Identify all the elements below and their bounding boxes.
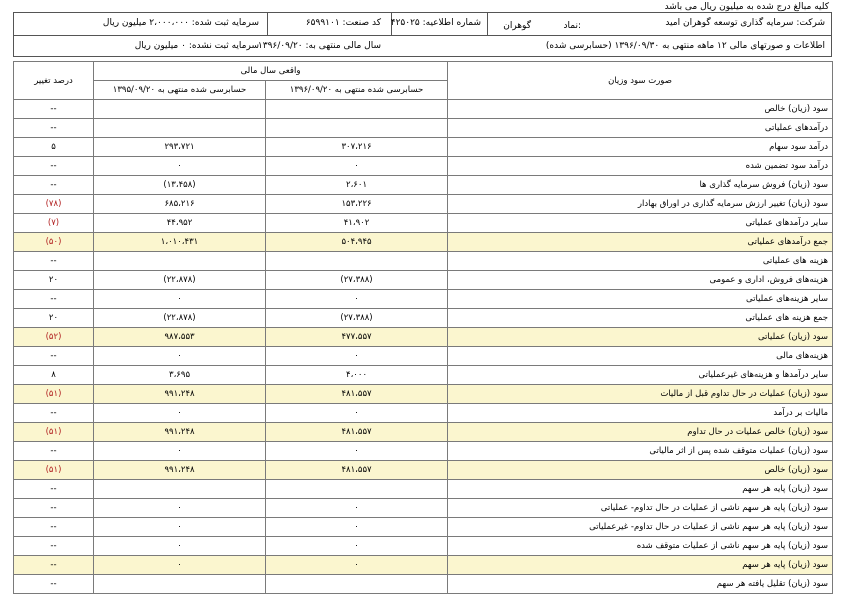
registered-capital: سرمایه ثبت شده: ۲،۰۰۰،۰۰۰ میلیون ریال [102, 18, 259, 28]
row-label: سود (زیان) پایه هر سهم ناشی از عملیات در حال تداوم- عملیاتی [448, 499, 833, 518]
row-current-value: (۲۷،۳۸۸) [266, 271, 448, 290]
report-header [13, 12, 832, 57]
row-previous-value: ۹۹۱،۲۴۸ [94, 461, 266, 480]
column-header-change: درصد تغییر [14, 62, 94, 100]
row-label: جمع درآمدهای عملیاتی [448, 233, 833, 252]
table-row [14, 119, 833, 138]
amounts-note: کلیه مبالغ درج شده به میلیون ریال می باشد [664, 2, 829, 12]
row-label: سود (زیان) تقلیل یافته هر سهم [448, 575, 833, 594]
row-change-value: (۵۱) [14, 423, 94, 442]
row-change-value: -- [14, 252, 94, 271]
column-header-description: صورت سود وزیان [448, 62, 833, 100]
row-change-value: -- [14, 119, 94, 138]
table-row [14, 138, 833, 157]
row-previous-value: ۰ [94, 404, 266, 423]
table-row [14, 271, 833, 290]
row-current-value: ۰ [266, 157, 448, 176]
row-label: سایر درآمدها و هزینه‌های غیرعملیاتی [448, 366, 833, 385]
row-previous-value [94, 100, 266, 119]
row-label: جمع هزینه های عملیاتی [448, 309, 833, 328]
table-row [14, 290, 833, 309]
table-row [14, 347, 833, 366]
income-statement-table [13, 61, 833, 594]
row-current-value: ۴۷۷،۵۵۷ [266, 328, 448, 347]
row-label: درآمد سود سهام [448, 138, 833, 157]
row-change-value: ۲۰ [14, 271, 94, 290]
row-previous-value: ۶۸۵،۲۱۶ [94, 195, 266, 214]
row-change-value: -- [14, 556, 94, 575]
row-change-value: ۵ [14, 138, 94, 157]
row-label: سود (زیان) خالص [448, 100, 833, 119]
row-label: سود (زیان) عملیاتی [448, 328, 833, 347]
row-change-value: -- [14, 157, 94, 176]
row-current-value: ۰ [266, 556, 448, 575]
row-label: سود (زیان) عملیات در حال تداوم قبل از مالیات [448, 385, 833, 404]
row-current-value: ۰ [266, 347, 448, 366]
row-current-value: ۴۱،۹۰۲ [266, 214, 448, 233]
row-previous-value [94, 119, 266, 138]
row-label: سود (زیان) تغییر ارزش سرمایه گذاری در اوراق بهادار [448, 195, 833, 214]
row-previous-value: (۲۲،۸۷۸) [94, 309, 266, 328]
table-row [14, 233, 833, 252]
row-current-value: ۰ [266, 499, 448, 518]
row-change-value: -- [14, 100, 94, 119]
table-row [14, 366, 833, 385]
column-header-group: واقعی سال مالی [94, 62, 448, 81]
row-change-value: -- [14, 404, 94, 423]
row-label: سود (زیان) خالص [448, 461, 833, 480]
row-current-value [266, 119, 448, 138]
row-previous-value: ۰ [94, 442, 266, 461]
row-label: سود (زیان) پایه هر سهم ناشی از عملیات در حال تداوم- غیرعملیاتی [448, 518, 833, 537]
row-label: سود (زیان) عملیات متوقف شده پس از اثر مالیاتی [448, 442, 833, 461]
row-current-value: ۰ [266, 404, 448, 423]
row-current-value: ۲،۶۰۱ [266, 176, 448, 195]
row-previous-value: ۹۹۱،۲۴۸ [94, 423, 266, 442]
row-change-value: -- [14, 442, 94, 461]
row-change-value: -- [14, 499, 94, 518]
column-header-previous: حسابرسی شده منتهی به ۱۳۹۵/۰۹/۲۰ [94, 81, 266, 100]
row-current-value [266, 575, 448, 594]
row-change-value: -- [14, 347, 94, 366]
table-row [14, 442, 833, 461]
row-label: درآمدهای عملیاتی [448, 119, 833, 138]
symbol-label: نماد: [563, 21, 581, 31]
row-change-value: (۵۱) [14, 385, 94, 404]
row-label: مالیات بر درآمد [448, 404, 833, 423]
row-change-value: -- [14, 176, 94, 195]
row-previous-value: (۱۳،۴۵۸) [94, 176, 266, 195]
table-row [14, 309, 833, 328]
row-previous-value: ۰ [94, 518, 266, 537]
row-current-value: ۰ [266, 442, 448, 461]
row-previous-value [94, 480, 266, 499]
row-previous-value: ۰ [94, 290, 266, 309]
notice-number: شماره اطلاعیه: ۴۲۵۰۲۵ [390, 18, 481, 28]
row-change-value: (۵۱) [14, 461, 94, 480]
row-change-value: -- [14, 290, 94, 309]
table-row [14, 518, 833, 537]
row-change-value: -- [14, 480, 94, 499]
row-current-value: ۳۰۷،۲۱۶ [266, 138, 448, 157]
row-previous-value: ۰ [94, 157, 266, 176]
row-previous-value: ۴۴،۹۵۲ [94, 214, 266, 233]
industry-code: کد صنعت: ۶۵۹۹۱۰۱ [305, 18, 381, 28]
row-label: هزینه‌های مالی [448, 347, 833, 366]
row-label: سود (زیان) خالص عملیات در حال تداوم [448, 423, 833, 442]
table-row [14, 385, 833, 404]
row-current-value [266, 100, 448, 119]
row-current-value: ۴۸۱،۵۵۷ [266, 461, 448, 480]
row-previous-value [94, 252, 266, 271]
symbol-value: گوهران [503, 21, 531, 31]
row-change-value: -- [14, 518, 94, 537]
row-label: سود (زیان) پایه هر سهم [448, 556, 833, 575]
row-previous-value [94, 575, 266, 594]
row-change-value: (۷) [14, 214, 94, 233]
row-previous-value: (۲۲،۸۷۸) [94, 271, 266, 290]
table-row [14, 214, 833, 233]
row-previous-value: ۰ [94, 556, 266, 575]
row-label: درآمد سود تضمین شده [448, 157, 833, 176]
row-previous-value: ۹۸۷،۵۵۳ [94, 328, 266, 347]
table-row [14, 480, 833, 499]
row-label: هزینه‌های فروش، اداری و عمومی [448, 271, 833, 290]
table-row [14, 252, 833, 271]
row-current-value: ۰ [266, 518, 448, 537]
row-previous-value: ۰ [94, 347, 266, 366]
row-change-value: (۵۰) [14, 233, 94, 252]
table-row [14, 461, 833, 480]
row-current-value: ۵۰۴،۹۴۵ [266, 233, 448, 252]
period-info: اطلاعات و صورتهای مالی ۱۲ ماهه منتهی به ۱۳۹۶/۰۹/۳۰ (حسابرسی شده) [545, 41, 825, 51]
row-current-value: ۰ [266, 290, 448, 309]
table-row [14, 195, 833, 214]
row-change-value: ۲۰ [14, 309, 94, 328]
row-label: سود (زیان) فروش سرمایه گذاری ها [448, 176, 833, 195]
row-current-value: ۱۵۳،۲۲۶ [266, 195, 448, 214]
row-change-value: (۵۲) [14, 328, 94, 347]
row-current-value: ۴۸۱،۵۵۷ [266, 423, 448, 442]
table-row [14, 157, 833, 176]
table-row [14, 537, 833, 556]
row-previous-value: ۲۹۳،۷۲۱ [94, 138, 266, 157]
fiscal-year: سال مالی منتهی به: ۱۳۹۶/۰۹/۲۰ [257, 41, 381, 51]
table-row [14, 404, 833, 423]
row-change-value: -- [14, 575, 94, 594]
row-previous-value: ۰ [94, 537, 266, 556]
row-current-value: ۴،۰۰۰ [266, 366, 448, 385]
row-change-value: ۸ [14, 366, 94, 385]
row-previous-value: ۰ [94, 499, 266, 518]
table-row [14, 100, 833, 119]
column-header-current: حسابرسی شده منتهی به ۱۳۹۶/۰۹/۲۰ [266, 81, 448, 100]
row-current-value: ۴۸۱،۵۵۷ [266, 385, 448, 404]
table-header-row [14, 62, 833, 81]
row-label: سود (زیان) پایه هر سهم [448, 480, 833, 499]
row-label: سود (زیان) پایه هر سهم ناشی از عملیات متوقف شده [448, 537, 833, 556]
row-label: هزینه های عملیاتی [448, 252, 833, 271]
row-change-value: -- [14, 537, 94, 556]
table-row [14, 499, 833, 518]
row-change-value: (۷۸) [14, 195, 94, 214]
row-previous-value: ۱،۰۱۰،۴۳۱ [94, 233, 266, 252]
company-name: شرکت: سرمایه گذاری توسعه گوهران امید [665, 18, 825, 28]
row-current-value: ۰ [266, 537, 448, 556]
unregistered-capital: سرمایه ثبت نشده: ۰ میلیون ریال [134, 41, 259, 51]
row-current-value [266, 252, 448, 271]
table-row [14, 423, 833, 442]
table-row [14, 176, 833, 195]
row-current-value [266, 480, 448, 499]
row-previous-value: ۹۹۱،۲۴۸ [94, 385, 266, 404]
row-current-value: (۲۷،۳۸۸) [266, 309, 448, 328]
table-row [14, 575, 833, 594]
row-previous-value: ۳،۶۹۵ [94, 366, 266, 385]
row-label: سایر هزینه‌های عملیاتی [448, 290, 833, 309]
table-row [14, 328, 833, 347]
row-label: سایر درآمدهای عملیاتی [448, 214, 833, 233]
